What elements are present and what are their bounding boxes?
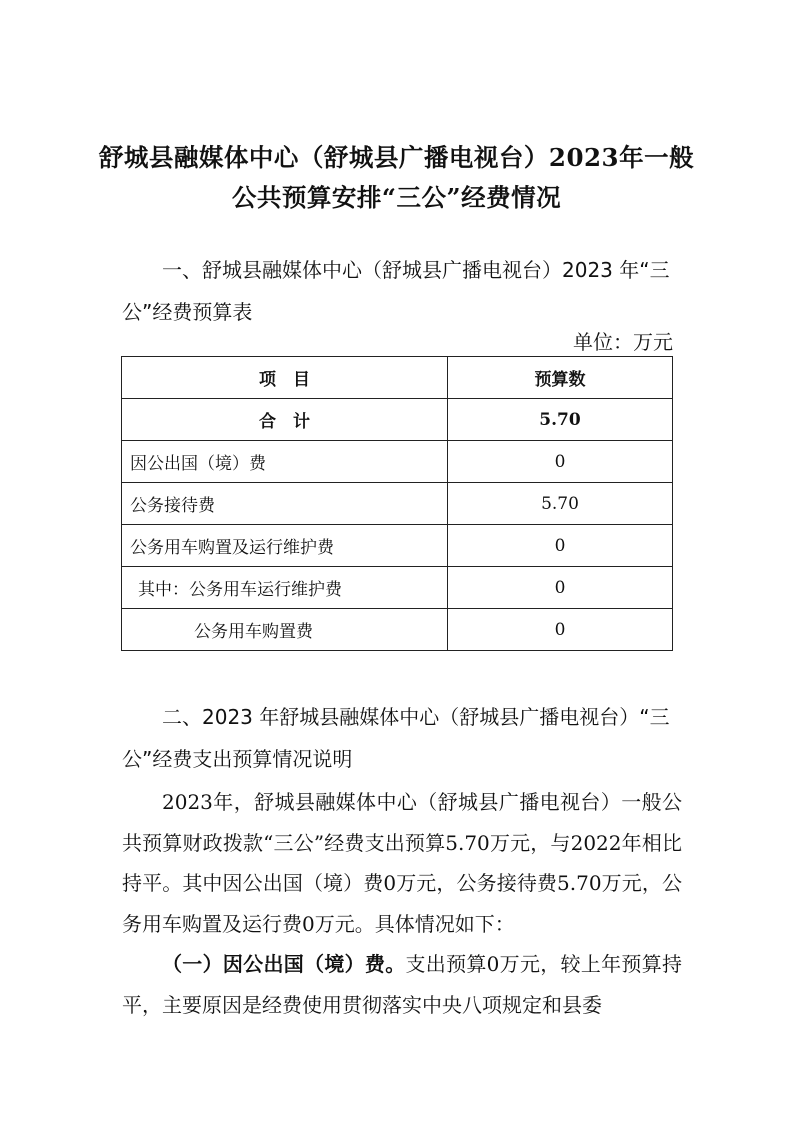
- row-value: 0: [448, 525, 673, 567]
- row-label: 合 计: [122, 399, 448, 441]
- table-header-row: [122, 357, 673, 399]
- row-label: 公务用车购置费: [122, 609, 448, 651]
- table-row: [122, 609, 673, 651]
- section-2-heading: 二、2023 年舒城县融媒体中心（舒城县广播电视台）“三公”经费支出预算情况说明: [122, 705, 670, 771]
- row-label: 因公出国（境）费: [122, 441, 448, 483]
- budget-table: [121, 356, 673, 651]
- header-value: 预算数: [448, 357, 673, 399]
- table-row: [122, 483, 673, 525]
- title-line-1: 舒城县融媒体中心（舒城县广播电视台）2023年一般: [98, 143, 695, 172]
- title-line-2: 公共预算安排“三公”经费情况: [231, 183, 562, 212]
- row-value: 5.70: [448, 399, 673, 441]
- body-paragraph-1: 2023年，舒城县融媒体中心（舒城县广播电视台）一般公共预算财政拨款“三公”经费支出预算5.70万元，与2022年相比持平。其中因公出国（境）费0万元，公务接待费5.70万元，公务用车购置及运行费0万元。具体情况如下：: [122, 790, 682, 936]
- table-row: [122, 525, 673, 567]
- paragraph-text: 支出预算0万元，较上年预算持平，主要原因是经费使用贯彻落实中央八项规定和县委: [122, 952, 683, 1017]
- document-title: [0, 138, 793, 218]
- row-label: 公务接待费: [122, 483, 448, 525]
- section-1-heading: 一、舒城县融媒体中心（舒城县广播电视台）2023 年“三公”经费预算表: [122, 258, 670, 324]
- table-row: [122, 441, 673, 483]
- header-item: 项 目: [122, 357, 448, 399]
- row-value: 0: [448, 567, 673, 609]
- table-row: [122, 567, 673, 609]
- row-value: 0: [448, 609, 673, 651]
- subheading-bold: （一）因公出国（境）费。: [162, 952, 406, 976]
- body-paragraph-2: [122, 944, 682, 1025]
- row-value: 5.70: [448, 483, 673, 525]
- unit-label: 单位：万元: [573, 330, 673, 354]
- row-value: 0: [448, 441, 673, 483]
- row-label: 其中：公务用车运行维护费: [122, 567, 448, 609]
- row-label: 公务用车购置及运行维护费: [122, 525, 448, 567]
- table-row-total: [122, 399, 673, 441]
